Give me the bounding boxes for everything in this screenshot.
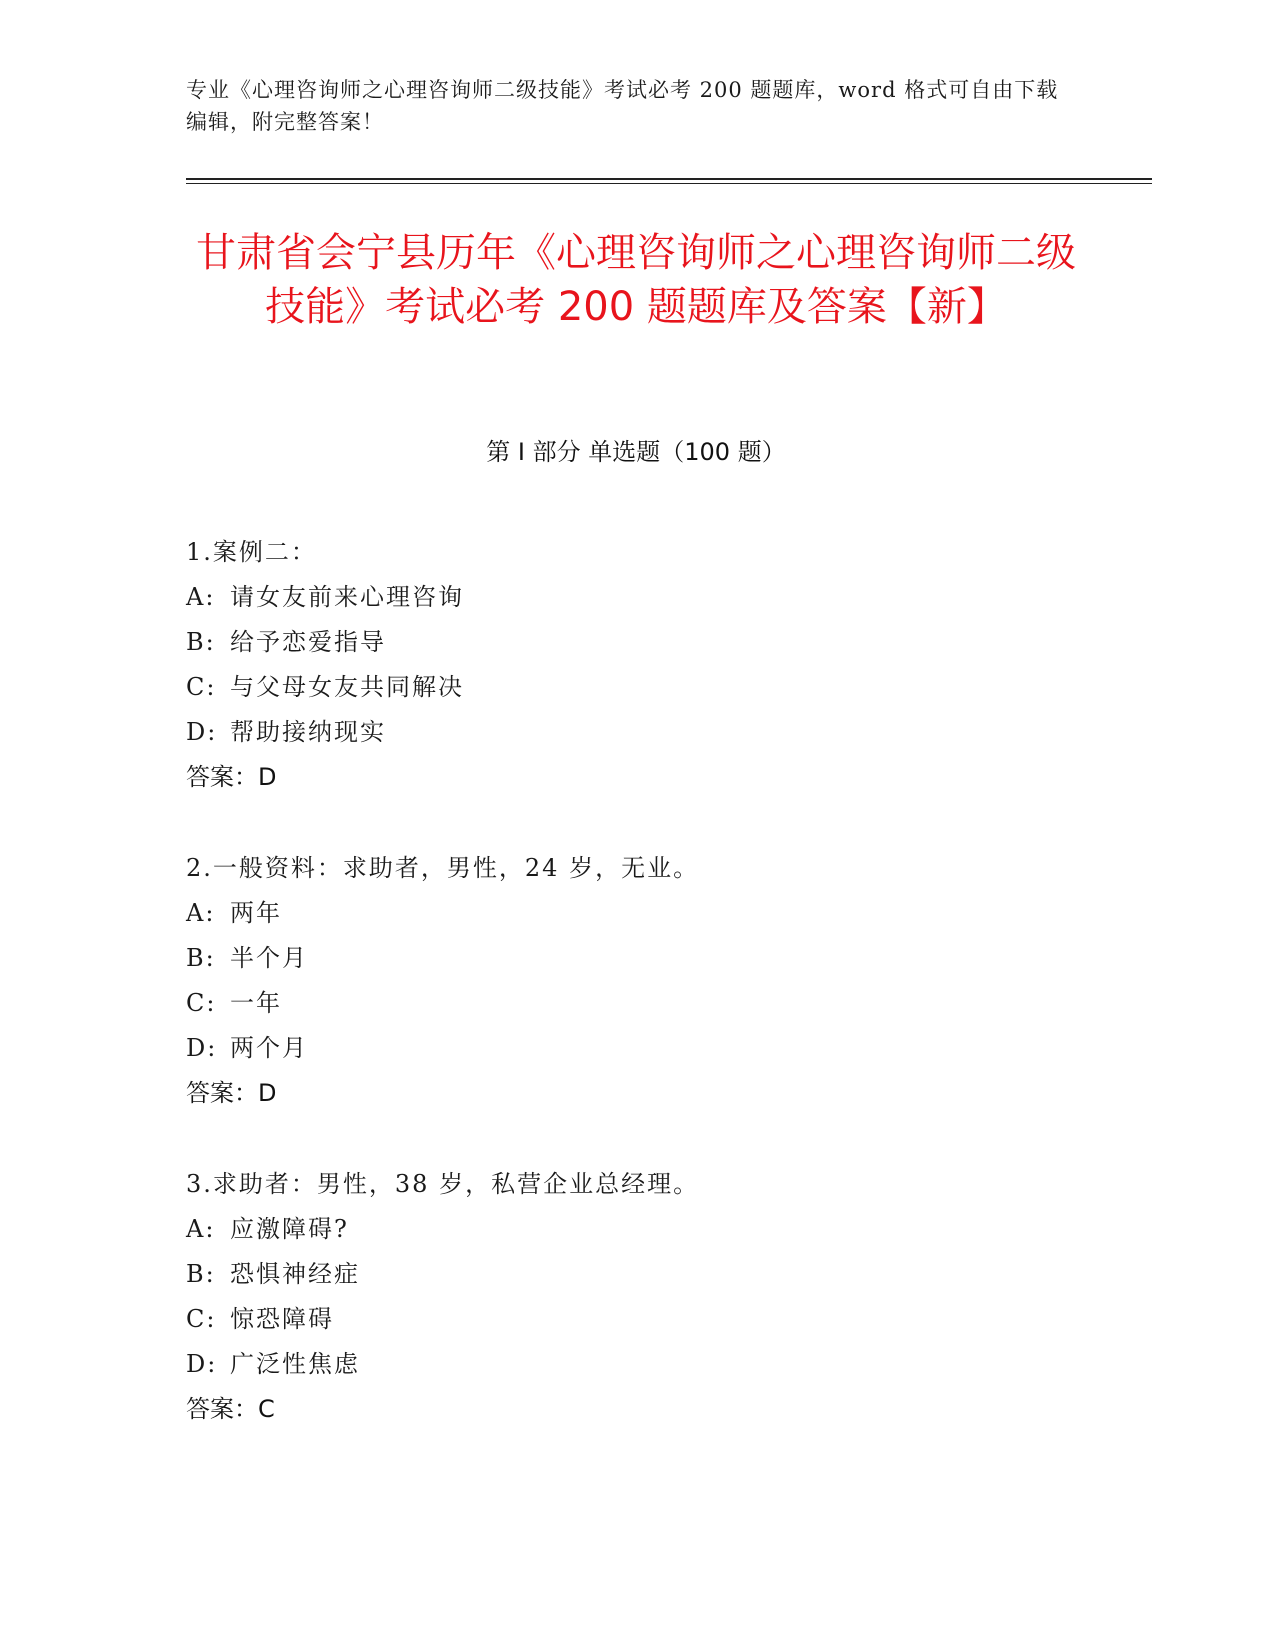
header-divider-thin (186, 183, 1152, 184)
option-text: 应激障碍? (230, 1215, 349, 1243)
option-key: D: (186, 1350, 218, 1378)
option-key: B: (186, 628, 216, 656)
header-note: 专业《心理咨询师之心理咨询师二级技能》考试必考 200 题题库，word 格式可自由下载编辑，附完整答案！ (186, 78, 1059, 134)
option-text: 两年 (230, 899, 282, 927)
option-d (186, 710, 1086, 755)
option-key: A: (186, 583, 216, 611)
option-text: 一年 (230, 989, 282, 1017)
option-d (186, 1026, 1086, 1071)
option-c (186, 665, 1086, 710)
option-text: 帮助接纳现实 (230, 718, 386, 746)
option-key: A: (186, 1215, 216, 1243)
option-key: B: (186, 1260, 216, 1288)
option-text: 与父母女友共同解决 (230, 673, 464, 701)
question-list (186, 530, 1086, 1478)
option-c (186, 1297, 1086, 1342)
option-d (186, 1342, 1086, 1387)
option-c (186, 981, 1086, 1026)
question-1 (186, 530, 1086, 800)
option-a (186, 575, 1086, 620)
answer-line: 答案：C (186, 1395, 275, 1423)
option-key: C: (186, 989, 217, 1017)
question-stem: 1.案例二： (186, 538, 317, 566)
section-heading: 第 I 部分 单选题（100 题） (486, 438, 786, 466)
question-2 (186, 846, 1086, 1116)
option-key: B: (186, 944, 216, 972)
option-key: C: (186, 673, 217, 701)
question-3 (186, 1162, 1086, 1432)
option-text: 惊恐障碍 (230, 1305, 334, 1333)
option-a (186, 891, 1086, 936)
answer-line: 答案：D (186, 1079, 277, 1107)
option-key: D: (186, 718, 218, 746)
option-a (186, 1207, 1086, 1252)
question-stem: 2.一般资料：求助者，男性，24 岁，无业。 (186, 854, 700, 882)
option-text: 恐惧神经症 (230, 1260, 360, 1288)
option-key: A: (186, 899, 216, 927)
option-text: 半个月 (230, 944, 308, 972)
option-text: 给予恋爱指导 (230, 628, 386, 656)
option-b (186, 936, 1086, 981)
option-text: 广泛性焦虑 (230, 1350, 360, 1378)
answer-line: 答案：D (186, 763, 277, 791)
document-title: 甘肃省会宁县历年《心理咨询师之心理咨询师二级技能》考试必考 200 题题库及答案【新】 (196, 230, 1076, 330)
option-b (186, 1252, 1086, 1297)
header-divider-thick (186, 178, 1152, 180)
option-text: 两个月 (230, 1034, 308, 1062)
option-b (186, 620, 1086, 665)
option-key: C: (186, 1305, 217, 1333)
option-key: D: (186, 1034, 218, 1062)
question-stem: 3.求助者：男性，38 岁，私营企业总经理。 (186, 1170, 700, 1198)
option-text: 请女友前来心理咨询 (230, 583, 464, 611)
